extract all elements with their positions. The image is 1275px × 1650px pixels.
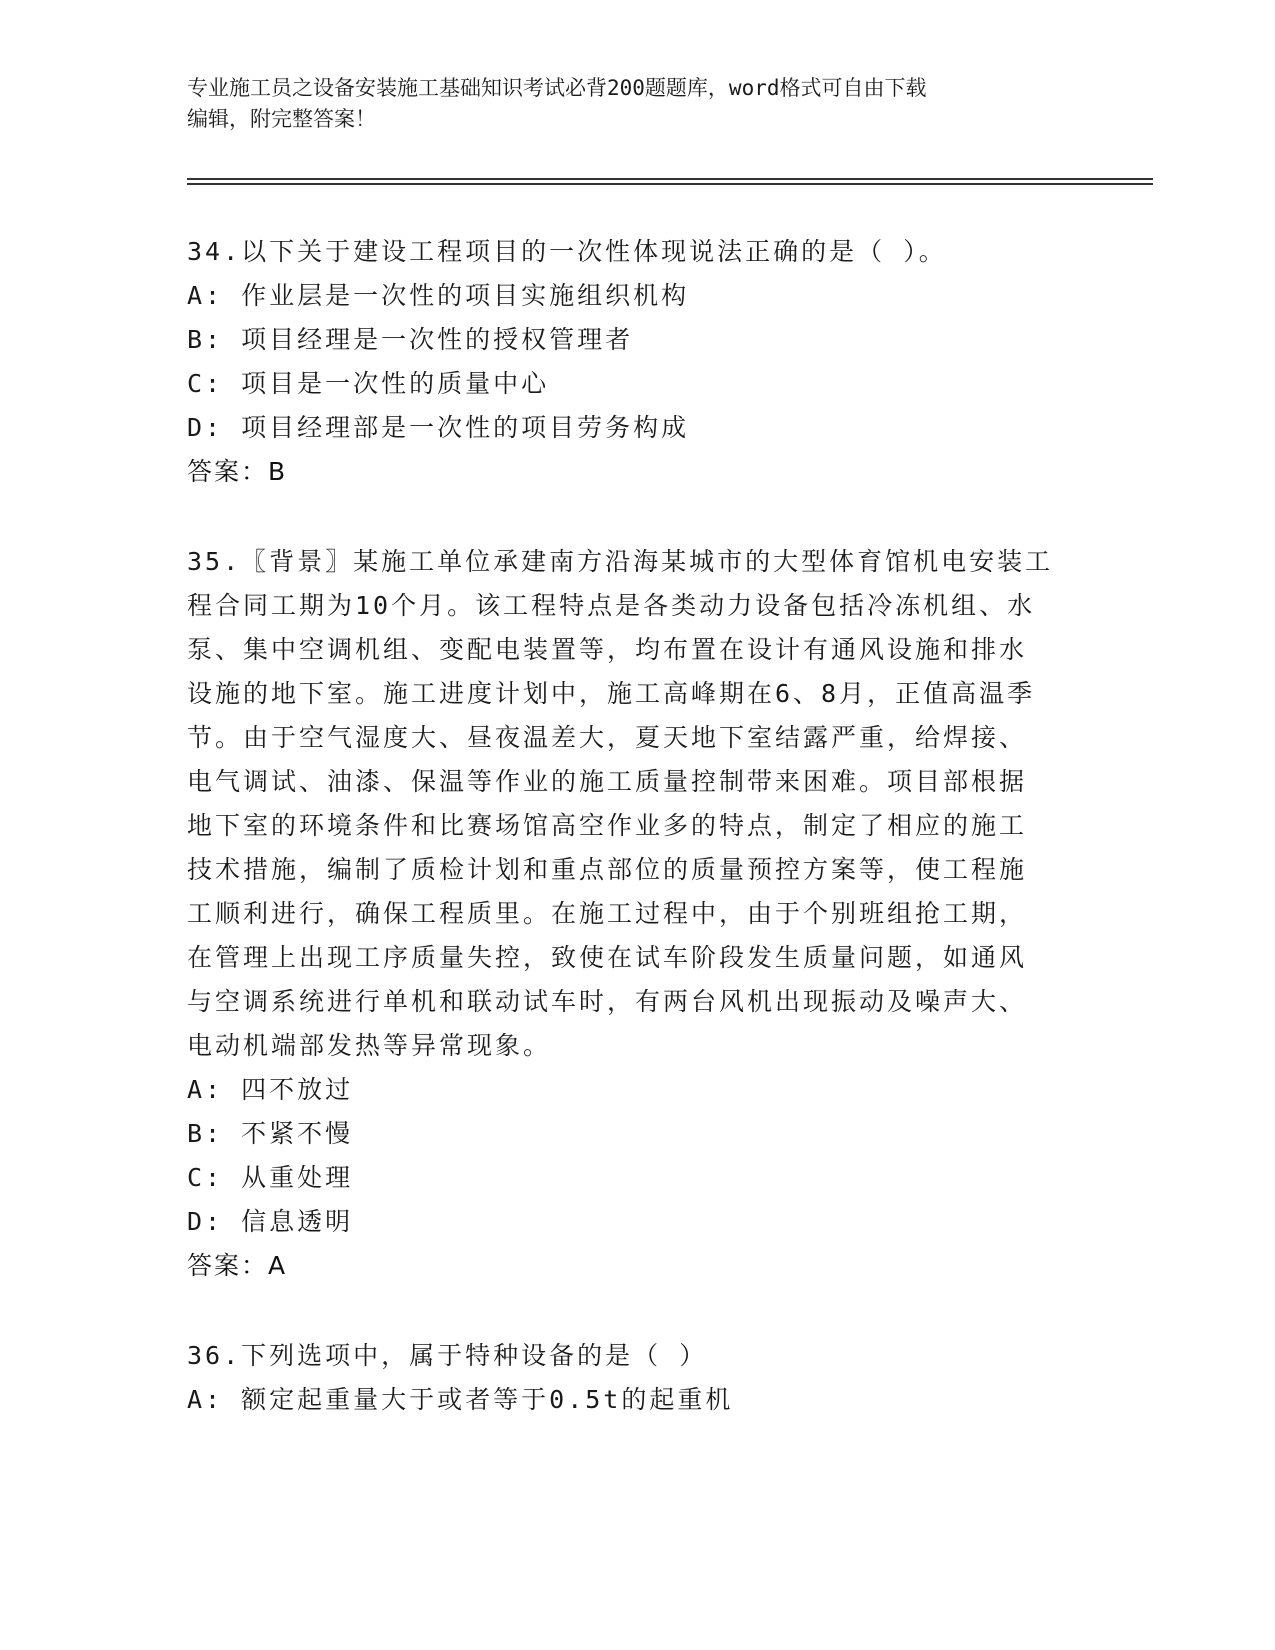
question-34-option-a: A: 作业层是一次性的项目实施组织机构 (187, 281, 690, 310)
question-35-stem-line: 泵、集中空调机组、变配电装置等，均布置在设计有通风设施和排水 (187, 635, 1028, 664)
question-34-option-b: B: 项目经理是一次性的授权管理者 (187, 325, 634, 354)
question-36-stem: 36.下列选项中，属于特种设备的是（ ） (187, 1341, 708, 1370)
question-35-option-c: C: 从重处理 (187, 1163, 354, 1192)
question-35-stem-line: 地下室的环境条件和比赛场馆高空作业多的特点，制定了相应的施工 (187, 811, 1028, 840)
header-divider-bottom (187, 183, 1153, 185)
question-35-stem-line: 设施的地下室。施工进度计划中，施工高峰期在6、8月，正值高温季 (187, 679, 1036, 708)
question-36-option-a: A: 额定起重量大于或者等于0.5t的起重机 (187, 1385, 734, 1414)
header-title-line-2: 编辑，附完整答案！ (187, 107, 376, 131)
question-34-option-d: D: 项目经理部是一次性的项目劳务构成 (187, 413, 690, 442)
question-35-stem-line: 节。由于空气湿度大、昼夜温差大，夏天地下室结露严重，给焊接、 (187, 723, 1028, 752)
question-35-stem-line: 与空调系统进行单机和联动试车时，有两台风机出现振动及噪声大、 (187, 987, 1028, 1016)
question-35-option-d: D: 信息透明 (187, 1207, 354, 1236)
question-35-option-a: A: 四不放过 (187, 1075, 354, 1104)
question-35-stem-line: 在管理上出现工序质量失控，致使在试车阶段发生质量问题，如通风 (187, 943, 1028, 972)
question-35-option-b: B: 不紧不慢 (187, 1119, 354, 1148)
question-34-answer: 答案：B (187, 457, 288, 486)
question-35-stem-line: 程合同工期为10个月。该工程特点是各类动力设备包括冷冻机组、水 (187, 591, 1036, 620)
header-divider-top (187, 178, 1153, 180)
header-title-line-1: 专业施工员之设备安装施工基础知识考试必背200题题库，word格式可自由下载 (187, 76, 927, 100)
question-34-stem: 34.以下关于建设工程项目的一次性体现说法正确的是（ ）。 (187, 237, 947, 266)
question-35-stem-line: 电动机端部发热等异常现象。 (187, 1031, 552, 1060)
question-35-stem-line: 工顺利进行，确保工程质里。在施工过程中，由于个别班组抢工期， (187, 899, 1028, 928)
question-35-stem-line: 技术措施，编制了质检计划和重点部位的质量预控方案等，使工程施 (187, 855, 1028, 884)
document-header (187, 73, 1067, 135)
question-35-stem-line: 电气调试、油漆、保温等作业的施工质量控制带来困难。项目部根据 (187, 767, 1028, 796)
question-35-stem-line: 35.〖背景〗某施工单位承建南方沿海某城市的大型体育馆机电安装工 (187, 547, 1054, 576)
question-35-answer: 答案：A (187, 1251, 288, 1280)
question-34-option-c: C: 项目是一次性的质量中心 (187, 369, 550, 398)
